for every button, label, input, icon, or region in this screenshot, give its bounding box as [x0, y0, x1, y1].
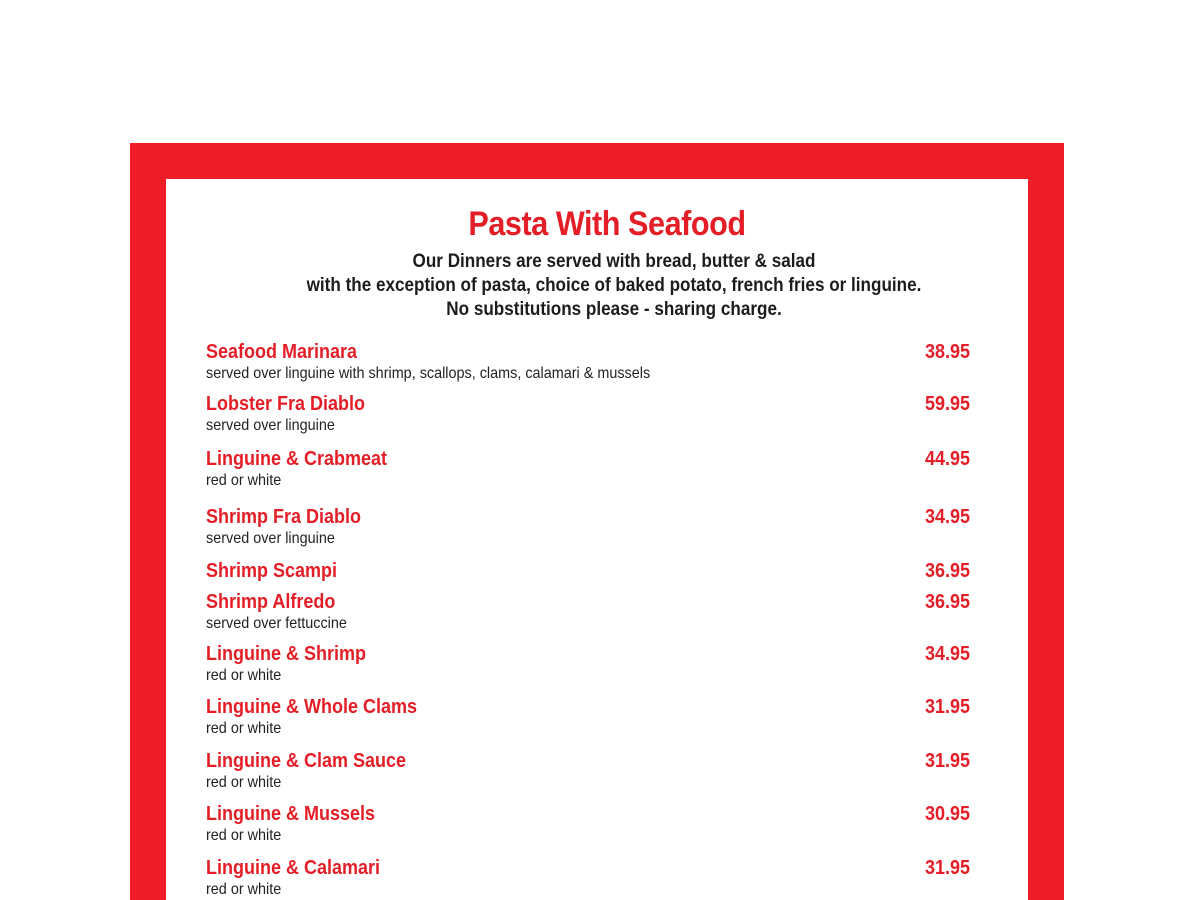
menu-item-description: served over fettuccine	[206, 615, 347, 632]
menu-item-price: 59.95	[924, 393, 970, 415]
menu-item-name: Linguine & Clam Sauce	[206, 750, 407, 772]
menu-item-price: 31.95	[924, 696, 970, 718]
menu-item-name: Shrimp Alfredo	[206, 591, 336, 613]
menu-item-name: Shrimp Scampi	[206, 560, 338, 582]
menu-item-description: red or white	[206, 827, 282, 844]
menu-item-description: served over linguine with shrimp, scallops, clams, calamari & mussels	[206, 365, 651, 382]
menu-item-description: red or white	[206, 774, 282, 791]
menu-item-name: Linguine & Crabmeat	[206, 448, 388, 470]
menu-item-description: red or white	[206, 720, 282, 737]
menu-item-price: 34.95	[924, 643, 970, 665]
menu-item-description: red or white	[206, 881, 282, 898]
menu-item-name: Shrimp Fra Diablo	[206, 506, 362, 528]
menu-item-price: 34.95	[924, 506, 970, 528]
menu-intro	[166, 250, 1062, 322]
menu-item-description: served over linguine	[206, 530, 335, 547]
menu-item-description: red or white	[206, 472, 282, 489]
menu-item-name: Lobster Fra Diablo	[206, 393, 366, 415]
menu-item-price: 36.95	[924, 560, 970, 582]
menu-red-border	[130, 143, 1064, 900]
menu-item-name: Linguine & Calamari	[206, 857, 381, 879]
menu-item-name: Linguine & Mussels	[206, 803, 376, 825]
intro-line-2: with the exception of pasta, choice of baked potato, french fries or linguine.	[306, 275, 922, 296]
menu-item-name: Linguine & Shrimp	[206, 643, 367, 665]
menu-item-price: 31.95	[924, 857, 970, 879]
menu-item-price: 31.95	[924, 750, 970, 772]
intro-line-3: No substitutions please - sharing charge.	[446, 299, 782, 320]
menu-card	[166, 179, 1028, 900]
menu-section-title: Pasta With Seafood	[468, 205, 746, 243]
menu-item-name: Seafood Marinara	[206, 341, 358, 363]
intro-line-1: Our Dinners are served with bread, butter & salad	[412, 251, 816, 272]
menu-item-name: Linguine & Whole Clams	[206, 696, 418, 718]
menu-item-price: 30.95	[924, 803, 970, 825]
menu-item-description: served over linguine	[206, 417, 335, 434]
menu-item-price: 36.95	[924, 591, 970, 613]
menu-item-price: 38.95	[924, 341, 970, 363]
menu-item-description: red or white	[206, 667, 282, 684]
menu-item-price: 44.95	[924, 448, 970, 470]
